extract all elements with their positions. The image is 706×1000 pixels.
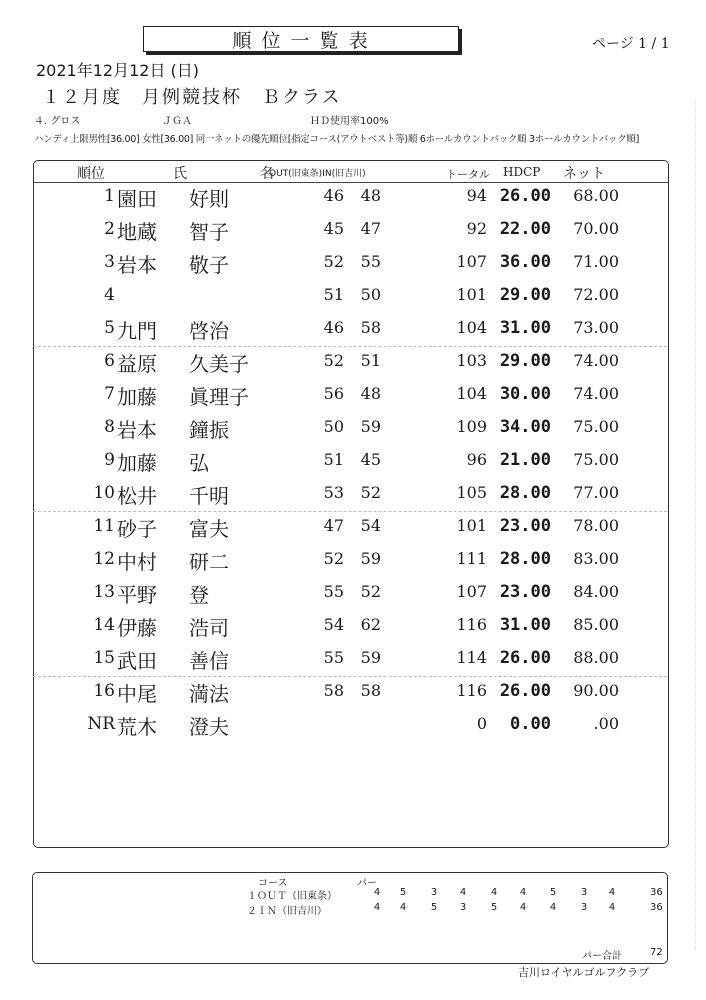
hole-par: 4 [519,902,527,913]
course-par-panel [32,872,668,964]
cell-rank: 9 [104,450,115,470]
cell-total: 101 [456,285,487,304]
table-row [33,644,667,677]
par-total-value: 72 [650,947,663,958]
page-indicator: ページ 1 / 1 [592,36,670,52]
cell-total: 116 [456,615,487,634]
course-row-label: １ＯＵＴ（旧東条） [247,891,337,902]
col-rank: 順位 [77,166,105,182]
cell-given-name: 善信 [189,649,229,673]
cell-given-name: 啓治 [189,319,229,343]
cell-total: 103 [456,351,487,370]
table-row [33,380,667,413]
cell-family-name: 地蔵 [117,220,157,244]
cell-family-name: 岩本 [117,253,157,277]
cell-given-name: 敬子 [189,253,229,277]
course-col-header: コース [258,878,288,889]
cell-out-score: 52 [323,351,344,370]
cell-hdcp: 34.00 [499,417,551,437]
hole-par: 3 [430,887,438,898]
cell-given-name: 鐘振 [189,418,229,442]
cell-rank: 4 [104,285,115,305]
table-row [33,182,667,215]
cell-total: 116 [456,681,487,700]
course-par-total: 36 [650,887,663,898]
hd-usage: ＨＤ使用率100% [310,116,389,127]
cell-hdcp: 29.00 [499,285,551,305]
cell-total: 96 [466,450,487,469]
cell-given-name: 千明 [189,484,229,508]
cell-family-name: 九門 [117,319,157,343]
cell-in-score: 52 [360,582,381,601]
hole-par: 5 [490,902,498,913]
col-hdcp: HDCP [503,165,541,179]
cell-rank: 16 [93,681,115,701]
cell-total: 107 [456,582,487,601]
cell-total: 105 [456,483,487,502]
cell-total: 92 [466,219,487,238]
cell-hdcp: 30.00 [499,384,551,404]
table-row [33,281,667,314]
cell-in-score: 45 [360,450,381,469]
cell-given-name: 好則 [189,187,229,211]
cell-in-score: 48 [360,384,381,403]
course-row-label: ２ＩＮ（旧吉川） [247,906,327,917]
cell-rank: 7 [104,384,115,404]
cell-net: 75.00 [573,450,619,469]
hole-par: 4 [608,887,616,898]
cell-hdcp: 26.00 [499,648,551,668]
cell-net: 73.00 [573,318,619,337]
cell-net: 85.00 [573,615,619,634]
cell-in-score: 59 [360,648,381,667]
cell-out-score: 53 [323,483,344,502]
hole-par: 4 [608,902,616,913]
handicap-rules: ハンディ上限男性[36.00] 女性[36.00] 同一ネットの優先順位[指定コース(アウトベスト等)順 6ホールカウントバック順 3ホールカウントバック順] [34,134,640,145]
table-header [33,163,667,181]
cell-rank: NR [87,714,115,734]
scan-edge [695,100,696,950]
cell-net: 74.00 [573,384,619,403]
hole-par: 4 [399,902,407,913]
hole-par: 4 [490,887,498,898]
cell-family-name: 中村 [117,550,157,574]
cell-hdcp: 31.00 [499,318,551,338]
cell-rank: 6 [104,351,115,371]
cell-family-name: 岩本 [117,418,157,442]
hole-par: 3 [580,887,588,898]
table-row [33,479,667,512]
cell-given-name: 浩司 [189,616,229,640]
cell-rank: 5 [104,318,115,338]
cell-net: 84.00 [573,582,619,601]
cell-given-name: 弘 [189,451,209,475]
cell-out-score: 56 [323,384,344,403]
par-total-label: パー合計 [582,951,622,962]
cell-in-score: 47 [360,219,381,238]
cell-out-score: 46 [323,186,344,205]
cell-family-name: 中尾 [117,682,157,706]
cell-total: 107 [456,252,487,271]
cell-given-name: 富夫 [189,517,229,541]
cell-total: 109 [456,417,487,436]
cell-hdcp: 31.00 [499,615,551,635]
cell-out-score: 51 [323,285,344,304]
cell-hdcp: 23.00 [499,582,551,602]
cell-rank: 12 [93,549,115,569]
cell-out-score: 52 [323,252,344,271]
cell-rank: 1 [104,186,115,206]
cell-family-name: 加藤 [117,385,157,409]
cell-out-score: 51 [323,450,344,469]
report-title: 順 位 一 覧 表 [143,26,459,52]
cell-net: 83.00 [573,549,619,568]
par-col-header: パー [357,878,377,889]
cell-out-score: 52 [323,549,344,568]
cell-net: 74.00 [573,351,619,370]
cell-hdcp: 28.00 [499,483,551,503]
table-row [33,545,667,578]
table-row [33,677,667,710]
cell-net: 71.00 [573,252,619,271]
cell-hdcp: 22.00 [499,219,551,239]
hole-par: 4 [519,887,527,898]
cell-rank: 13 [93,582,115,602]
cell-in-score: 51 [360,351,381,370]
cell-out-score: 47 [323,516,344,535]
table-row [33,248,667,281]
hole-par: 4 [373,902,381,913]
cell-out-score: 58 [323,681,344,700]
cell-out-score: 46 [323,318,344,337]
cell-family-name: 武田 [117,649,157,673]
hole-par: 5 [549,887,557,898]
hole-par: 4 [549,902,557,913]
cell-family-name: 益原 [117,352,157,376]
cell-family-name: 砂子 [117,517,157,541]
cell-total: 104 [456,318,487,337]
cell-family-name: 伊藤 [117,616,157,640]
cell-out-score: 55 [323,582,344,601]
cell-given-name: 智子 [189,220,229,244]
col-net: ネット [563,166,605,182]
cell-out-score: 55 [323,648,344,667]
col-total: トータル [446,168,490,181]
cell-net: 68.00 [573,186,619,205]
cell-rank: 2 [104,219,115,239]
cell-rank: 10 [93,483,115,503]
cell-hdcp: 0.00 [510,714,551,734]
cell-in-score: 48 [360,186,381,205]
cell-in-score: 58 [360,318,381,337]
scoring-association: ＪＧＡ [162,116,192,127]
table-row [33,215,667,248]
cell-hdcp: 23.00 [499,516,551,536]
cell-out-score: 45 [323,219,344,238]
cell-net: 72.00 [573,285,619,304]
table-row [33,611,667,644]
cell-rank: 11 [93,516,115,536]
cell-family-name: 加藤 [117,451,157,475]
cell-total: 94 [466,186,487,205]
cell-given-name: 久美子 [189,352,249,376]
cell-total: 111 [456,549,487,568]
cell-given-name: 満法 [189,682,229,706]
cell-hdcp: 28.00 [499,549,551,569]
col-name-given: 名 [260,166,274,182]
cell-family-name: 荒木 [117,715,157,739]
hole-par: 3 [580,902,588,913]
cell-in-score: 55 [360,252,381,271]
cell-net: 75.00 [573,417,619,436]
cell-given-name: 眞理子 [189,385,249,409]
hole-par: 4 [373,887,381,898]
table-row [33,446,667,479]
cell-given-name: 登 [189,583,209,607]
cell-total: 114 [456,648,487,667]
table-row [33,578,667,611]
cell-in-score: 59 [360,417,381,436]
cell-net: .00 [593,714,619,733]
cell-out-score: 54 [323,615,344,634]
hole-par: 3 [459,902,467,913]
course-par-total: 36 [650,902,663,913]
cell-hdcp: 26.00 [499,681,551,701]
cell-in-score: 50 [360,285,381,304]
cell-net: 78.00 [573,516,619,535]
scoring-method: ４. グロス [34,116,81,127]
club-name: 吉川ロイヤルゴルフクラブ [518,966,650,979]
table-row [33,347,667,380]
cell-hdcp: 29.00 [499,351,551,371]
cell-in-score: 62 [360,615,381,634]
cell-given-name: 澄夫 [189,715,229,739]
event-date: 2021年12月12日 (日) [36,61,200,80]
cell-family-name: 園田 [117,187,157,211]
table-row [33,710,667,743]
cell-hdcp: 21.00 [499,450,551,470]
cell-total: 104 [456,384,487,403]
cell-hdcp: 36.00 [499,252,551,272]
col-outin: OUT(旧東条)IN(旧吉川) [269,169,366,179]
cell-given-name: 研二 [189,550,229,574]
cell-rank: 15 [93,648,115,668]
cell-total: 101 [456,516,487,535]
cell-in-score: 54 [360,516,381,535]
cell-in-score: 58 [360,681,381,700]
cell-net: 90.00 [573,681,619,700]
cell-out-score: 50 [323,417,344,436]
cell-family-name: 松井 [117,484,157,508]
competition-title: １２月度 月例競技杯 Ｂクラス [42,87,342,108]
hole-par: 4 [459,887,467,898]
table-row [33,512,667,545]
cell-in-score: 52 [360,483,381,502]
cell-net: 70.00 [573,219,619,238]
cell-rank: 8 [104,417,115,437]
cell-net: 88.00 [573,648,619,667]
col-name-family: 氏 [173,166,187,182]
cell-hdcp: 26.00 [499,186,551,206]
table-row [33,314,667,347]
hole-par: 5 [399,887,407,898]
cell-family-name: 平野 [117,583,157,607]
cell-in-score: 59 [360,549,381,568]
cell-rank: 14 [93,615,115,635]
cell-total: 0 [476,714,487,733]
table-row [33,413,667,446]
hole-par: 5 [430,902,438,913]
cell-net: 77.00 [573,483,619,502]
cell-rank: 3 [104,252,115,272]
